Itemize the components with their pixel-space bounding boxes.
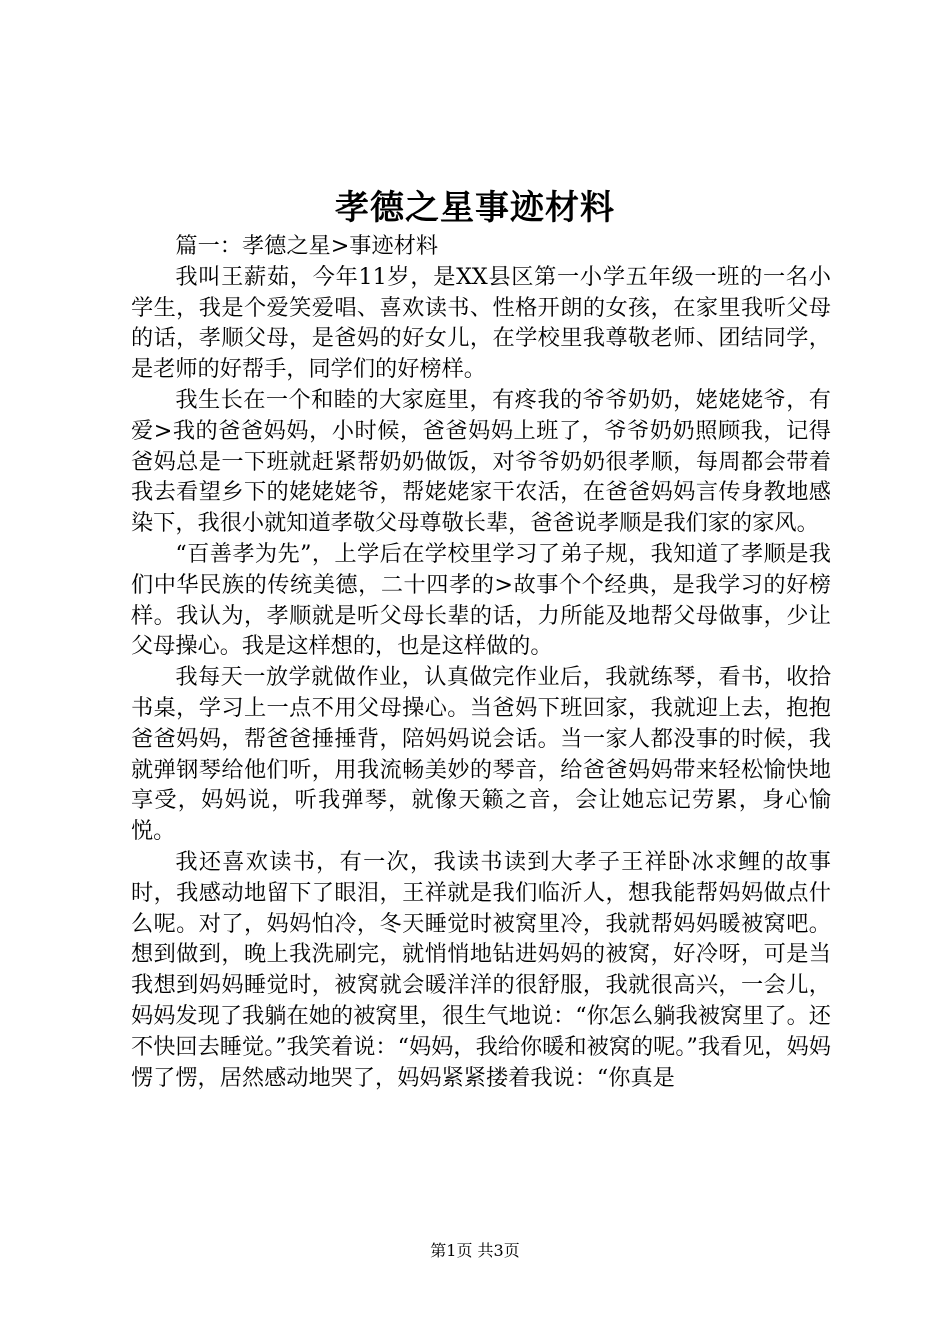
body-paragraph-5: 我还喜欢读书，有一次，我读书读到大孝子王祥卧冰求鲤的故事时，我感动地留下了眼泪，王祥就是我们临沂人，想我能帮妈妈做点什么呢。对了，妈妈怕冷，冬天睡觉时被窝里冷，我就帮妈妈暖被窝吧。想到做到，晚上我洗刷完，就悄悄地钻进妈妈的被窝，好冷呀，可是当我想到妈妈睡觉时，被窝就会暖洋洋的很舒服，我就很高兴，一会儿，妈妈发现了我躺在她的被窝里，很生气地说：“你怎么躺我被窝里了。还不快回去睡觉。”我笑着说：“妈妈，我给你暖和被窝的呢。”我看见，妈妈愣了愣，居然感动地哭了，妈妈紧紧搂着我说：“你真是	[131, 848, 831, 1091]
body-paragraph-3: “百善孝为先”，上学后在学校里学习了弟子规，我知道了孝顺是我们中华民族的传统美德，二十四孝的>故事个个经典，是我学习的好榜样。我认为，孝顺就是听父母长辈的话，力所能及地帮父母做事，少让父母操心。我是这样想的，也是这样做的。	[131, 540, 831, 660]
document-body	[131, 231, 831, 1093]
body-paragraph-2: 我生长在一个和睦的大家庭里，有疼我的爷爷奶奶，姥姥姥爷，有爱>我的爸爸妈妈，小时候，爸爸妈妈上班了，爷爷奶奶照顾我，记得爸妈总是一下班就赶紧帮奶奶做饭，对爷爷奶奶很孝顺，每周都会带着我去看望乡下的姥姥姥爷，帮姥姥家干农活，在爸爸妈妈言传身教地感染下，我很小就知道孝敬父母尊敬长辈，爸爸说孝顺是我们家的家风。	[131, 386, 831, 537]
body-paragraph-4: 我每天一放学就做作业，认真做完作业后，我就练琴，看书，收拾书桌，学习上一点不用父母操心。当爸妈下班回家，我就迎上去，抱抱爸爸妈妈，帮爸爸捶捶背，陪妈妈说会话。当一家人都没事的时候，我就弹钢琴给他们听，用我流畅美妙的琴音，给爸爸妈妈带来轻松愉快地享受，妈妈说，听我弹琴，就像天籁之音，会让她忘记劳累，身心愉悦。	[131, 664, 831, 845]
body-paragraph-1: 我叫王薪茹，今年11岁，是XX县区第一小学五年级一班的一名小学生，我是个爱笑爱唱、喜欢读书、性格开朗的女孩，在家里我听父母的话，孝顺父母，是爸妈的好女儿，在学校里我尊敬老师、团结同学，是老师的好帮手，同学们的好榜样。	[131, 263, 831, 383]
page-number-footer: 第1页 共3页	[430, 1241, 520, 1260]
section-heading: 篇一：孝德之星>事迹材料	[175, 233, 439, 259]
document-title: 孝德之星事迹材料	[335, 188, 615, 228]
